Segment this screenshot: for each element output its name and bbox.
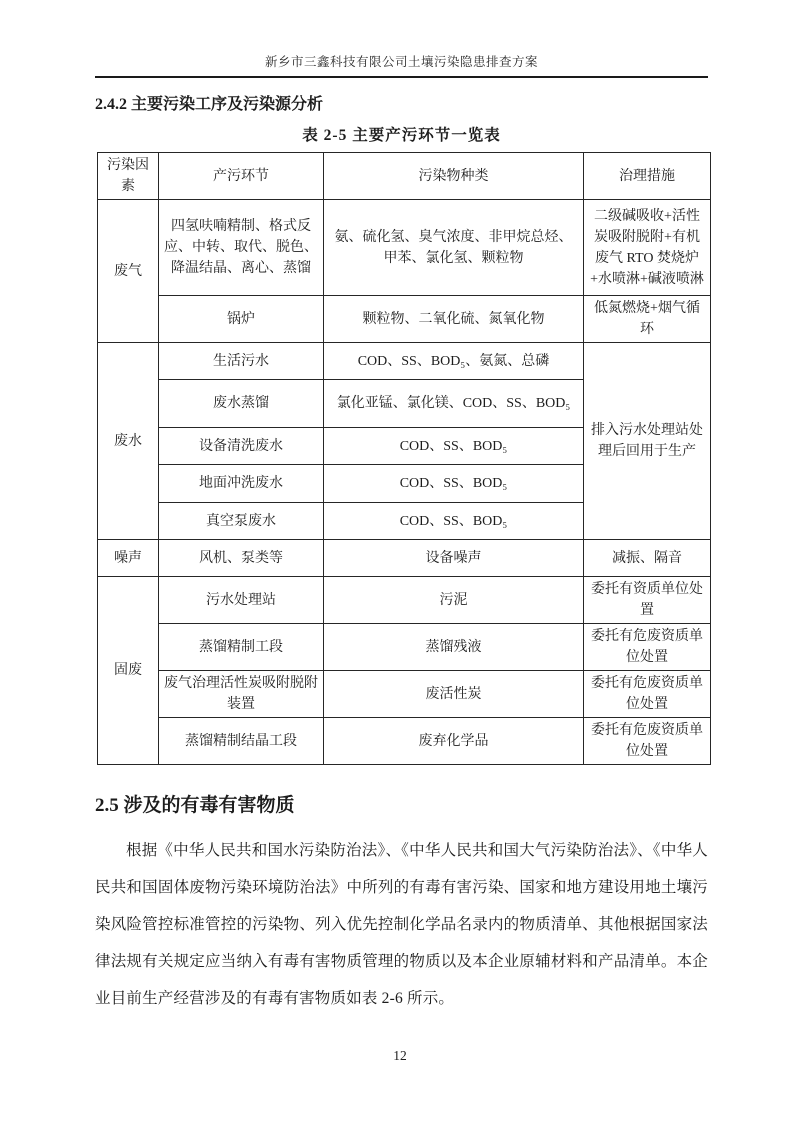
- table-row: [98, 671, 711, 718]
- cell-treatment: 低氮燃烧+烟气循环: [584, 296, 711, 343]
- cell-process: 污水处理站: [159, 577, 324, 624]
- cell-pollutants: COD、SS、BOD₅: [324, 503, 584, 540]
- pollution-links-table: [97, 152, 711, 765]
- section-heading-2-4-2: 2.4.2 主要污染工序及污染源分析: [95, 96, 324, 113]
- cell-pollutants: 污泥: [324, 577, 584, 624]
- cell-process: 废水蒸馏: [159, 380, 324, 428]
- cell-factor-solid-waste: 固废: [98, 577, 159, 765]
- cell-treatment-shared: 排入污水处理站处理后回用于生产: [584, 343, 711, 540]
- cell-treatment: 委托有资质单位处置: [584, 577, 711, 624]
- table-row: [98, 296, 711, 343]
- table-row: [98, 577, 711, 624]
- cell-pollutants: 蒸馏残液: [324, 624, 584, 671]
- col-header-process: 产污环节: [159, 153, 324, 200]
- col-header-pollutant-type: 污染物种类: [324, 153, 584, 200]
- table-row: [98, 200, 711, 296]
- table-row: [98, 540, 711, 577]
- cell-pollutants: 设备噪声: [324, 540, 584, 577]
- page-header-title: 新乡市三鑫科技有限公司土壤污染隐患排查方案: [95, 52, 708, 78]
- cell-factor-waste-gas: 废气: [98, 200, 159, 343]
- cell-pollutants: COD、SS、BOD₅: [324, 428, 584, 465]
- cell-pollutants: COD、SS、BOD₅、氨氮、总磷: [324, 343, 584, 380]
- cell-process: 废气治理活性炭吸附脱附装置: [159, 671, 324, 718]
- cell-process: 生活污水: [159, 343, 324, 380]
- page-number: 12: [393, 1048, 407, 1063]
- cell-treatment: 委托有危废资质单位处置: [584, 718, 711, 765]
- cell-pollutants: 废弃化学品: [324, 718, 584, 765]
- cell-process: 设备清洗废水: [159, 428, 324, 465]
- cell-pollutants: COD、SS、BOD₅: [324, 465, 584, 503]
- cell-process: 真空泵废水: [159, 503, 324, 540]
- table-row: [98, 718, 711, 765]
- cell-process: 锅炉: [159, 296, 324, 343]
- cell-process: 蒸馏精制结晶工段: [159, 718, 324, 765]
- table-row: [98, 624, 711, 671]
- col-header-pollution-factor: 污染因素: [98, 153, 159, 200]
- cell-pollutants: 废活性炭: [324, 671, 584, 718]
- table-caption: 表 2-5 主要产污环节一览表: [302, 127, 501, 144]
- table-header-row: [98, 153, 711, 200]
- cell-treatment: 二级碱吸收+活性炭吸附脱附+有机废气 RTO 焚烧炉+水喷淋+碱液喷淋: [584, 200, 711, 296]
- cell-pollutants: 氨、硫化氢、臭气浓度、非甲烷总烃、甲苯、氯化氢、颗粒物: [324, 200, 584, 296]
- cell-pollutants: 氯化亚锰、氯化镁、COD、SS、BOD₅: [324, 380, 584, 428]
- cell-treatment: 委托有危废资质单位处置: [584, 624, 711, 671]
- cell-factor-waste-water: 废水: [98, 343, 159, 540]
- body-paragraph: 根据《中华人民共和国水污染防治法》、《中华人民共和国大气污染防治法》、《中华人民共和国固体废物污染环境防治法》中所列的有毒有害污染、国家和地方建设用地土壤污染风险管控标准管控的污染物、列入优先控制化学品名录内的物质清单、其他根据国家法律法规有关规定应当纳入有毒有害物质管理的物质以及本企业原辅材料和产品清单。本企业目前生产经营涉及的有毒有害物质如表 2-6 所示。: [95, 842, 708, 1007]
- cell-process: 蒸馏精制工段: [159, 624, 324, 671]
- cell-process: 地面冲洗废水: [159, 465, 324, 503]
- cell-factor-noise: 噪声: [98, 540, 159, 577]
- cell-process: 风机、泵类等: [159, 540, 324, 577]
- section-heading-2-5: 2.5 涉及的有毒有害物质: [95, 795, 295, 816]
- cell-treatment: 减振、隔音: [584, 540, 711, 577]
- cell-process: 四氢呋喃精制、格式反应、中转、取代、脱色、降温结晶、离心、蒸馏: [159, 200, 324, 296]
- col-header-treatment: 治理措施: [584, 153, 711, 200]
- cell-pollutants: 颗粒物、二氧化硫、氮氧化物: [324, 296, 584, 343]
- cell-treatment: 委托有危废资质单位处置: [584, 671, 711, 718]
- table-row: [98, 343, 711, 380]
